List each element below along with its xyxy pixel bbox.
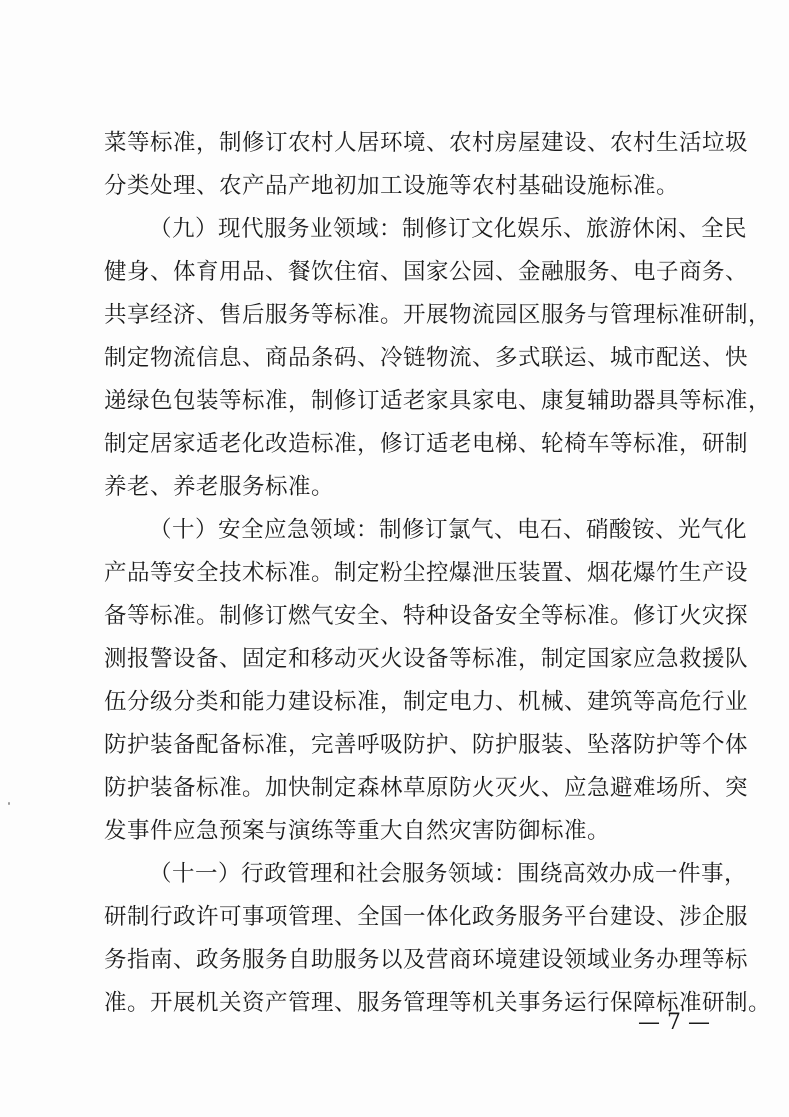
text-line: 制定物流信息、商品条码、冷链物流、多式联运、城市配送、快 xyxy=(104,345,749,371)
text-line: 产品等安全技术标准。制定粉尘控爆泄压装置、烟花爆竹生产设 xyxy=(104,560,749,586)
text-line: 分类处理、农产品产地初加工设施等农村基础设施标准。 xyxy=(104,173,680,199)
text-line: 菜等标准，制修订农村人居环境、农村房屋建设、农村生活垃圾 xyxy=(104,130,749,156)
text-line: （十）安全应急领域：制修订氯气、电石、硝酸铵、光气化 xyxy=(149,517,748,543)
text-line: （九）现代服务业领域：制修订文化娱乐、旅游休闲、全民 xyxy=(149,216,748,242)
text-line: （十一）行政管理和社会服务领域：围绕高效办成一件事， xyxy=(149,861,748,887)
paragraph-administration-services xyxy=(104,853,772,1025)
text-line: 测报警设备、固定和移动灭火设备等标准，制定国家应急救援队 xyxy=(104,646,749,672)
text-line: 备等标准。制修订燃气安全、特种设备安全等标准。修订火灾探 xyxy=(104,603,749,629)
text-line: 发事件应急预案与演练等重大自然灾害防御标准。 xyxy=(104,818,611,844)
text-line: 务指南、政务服务自助服务以及营商环境建设领域业务办理等标 xyxy=(104,947,749,973)
paragraph-continuation xyxy=(104,122,749,208)
text-line: 养老、养老服务标准。 xyxy=(104,474,335,500)
paragraph-modern-services xyxy=(104,208,772,509)
scan-speck xyxy=(8,802,10,805)
text-line: 伍分级分类和能力建设标准，制定电力、机械、建筑等高危行业 xyxy=(104,689,749,715)
text-line: 研制行政许可事项管理、全国一体化政务服务平台建设、涉企服 xyxy=(104,904,749,930)
text-line: 递绿色包装等标准，制修订适老家具家电、康复辅助器具等标准， xyxy=(104,388,772,414)
text-line: 共享经济、售后服务等标准。开展物流园区服务与管理标准研制， xyxy=(104,302,772,328)
document-body xyxy=(104,122,772,1025)
text-line: 准。开展机关资产管理、服务管理等机关事务运行保障标准研制。 xyxy=(104,990,772,1016)
text-line: 防护装备配备标准，完善呼吸防护、防护服装、坠落防护等个体 xyxy=(104,732,749,758)
page-number: — 7 — xyxy=(638,1010,710,1035)
paragraph-safety-emergency xyxy=(104,509,749,853)
text-line: 健身、体育用品、餐饮住宿、国家公园、金融服务、电子商务、 xyxy=(104,259,749,285)
text-line: 防护装备标准。加快制定森林草原防火灭火、应急避难场所、突 xyxy=(104,775,749,801)
text-line: 制定居家适老化改造标准，修订适老电梯、轮椅车等标准，研制 xyxy=(104,431,749,457)
